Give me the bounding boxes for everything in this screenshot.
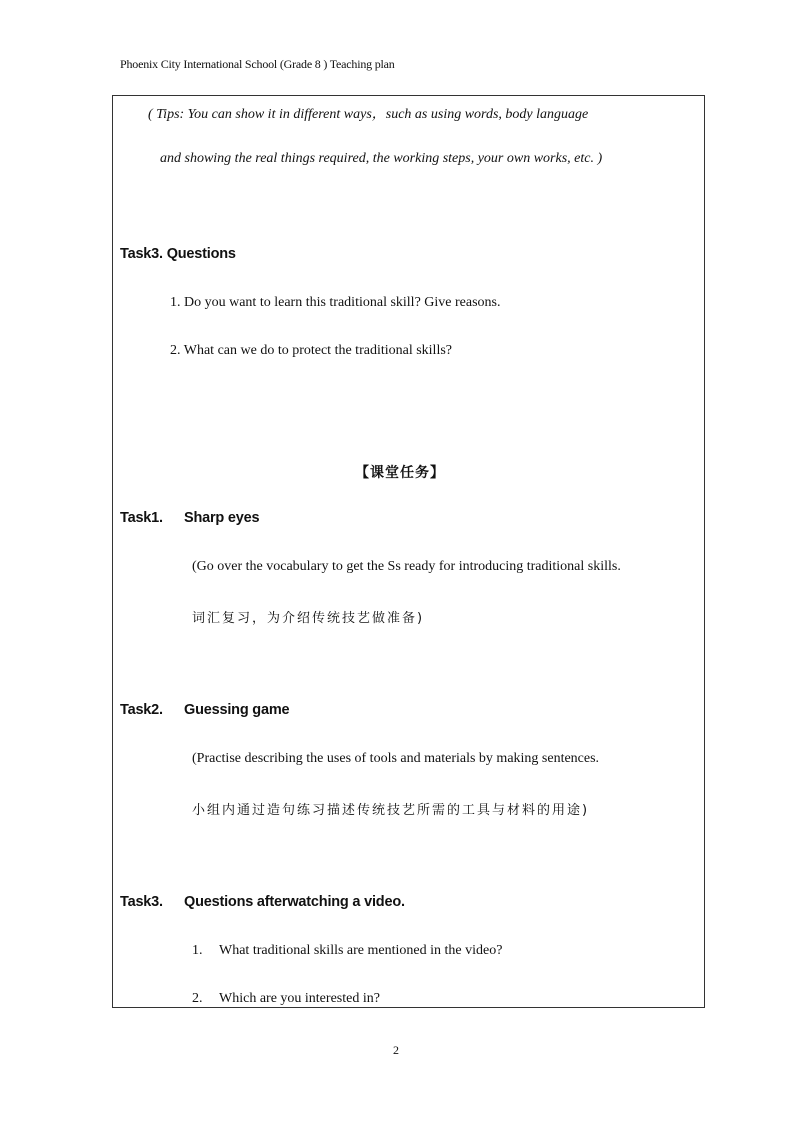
task3-item [192, 991, 380, 1007]
task2-desc-en: (Practise describing the uses of tools and materials by making sentences. [192, 751, 600, 766]
task3-item [192, 943, 502, 959]
task1-heading [120, 510, 259, 526]
content-box [112, 95, 705, 1008]
tips-line-1: ( Tips: You can show it in different ways，such as using words, body language [148, 107, 589, 122]
task3-title: Questions afterwatching a video. [184, 894, 405, 910]
task1-desc-en: (Go over the vocabulary to get the Ss ready for introducing traditional skills. [192, 559, 621, 574]
task2-heading [120, 702, 289, 718]
task3-item-number: 2. [192, 991, 203, 1006]
tips-line-2: and showing the real things required, the working steps, your own works, etc. ) [160, 151, 603, 166]
task2-label: Task2. [120, 702, 163, 718]
task2-desc-cn: 小组内通过造句练习描述传统技艺所需的工具与材料的用途) [192, 803, 590, 818]
task1-desc-cn: 词汇复习，为介绍传统技艺做准备) [192, 611, 425, 626]
task1-label: Task1. [120, 510, 163, 526]
section-title: 【课堂任务】 [355, 465, 445, 481]
task3-item-number: 1. [192, 943, 203, 958]
task3-heading [120, 894, 405, 910]
task3-item-text: What traditional skills are mentioned in the video? [219, 943, 503, 958]
task2-title: Guessing game [184, 702, 290, 718]
pre-task3-question-1: 1. Do you want to learn this traditional skill? Give reasons. [170, 295, 501, 310]
page-header: Phoenix City International School (Grade 8 ) Teaching plan [120, 57, 395, 71]
pre-task3-question-2: 2. What can we do to protect the traditional skills? [170, 343, 452, 358]
task1-title: Sharp eyes [184, 510, 260, 526]
page-number: 2 [393, 1043, 399, 1057]
task3-item-text: Which are you interested in? [219, 991, 380, 1006]
pre-task3-title: Task3. Questions [120, 246, 236, 262]
task3-label: Task3. [120, 894, 163, 910]
